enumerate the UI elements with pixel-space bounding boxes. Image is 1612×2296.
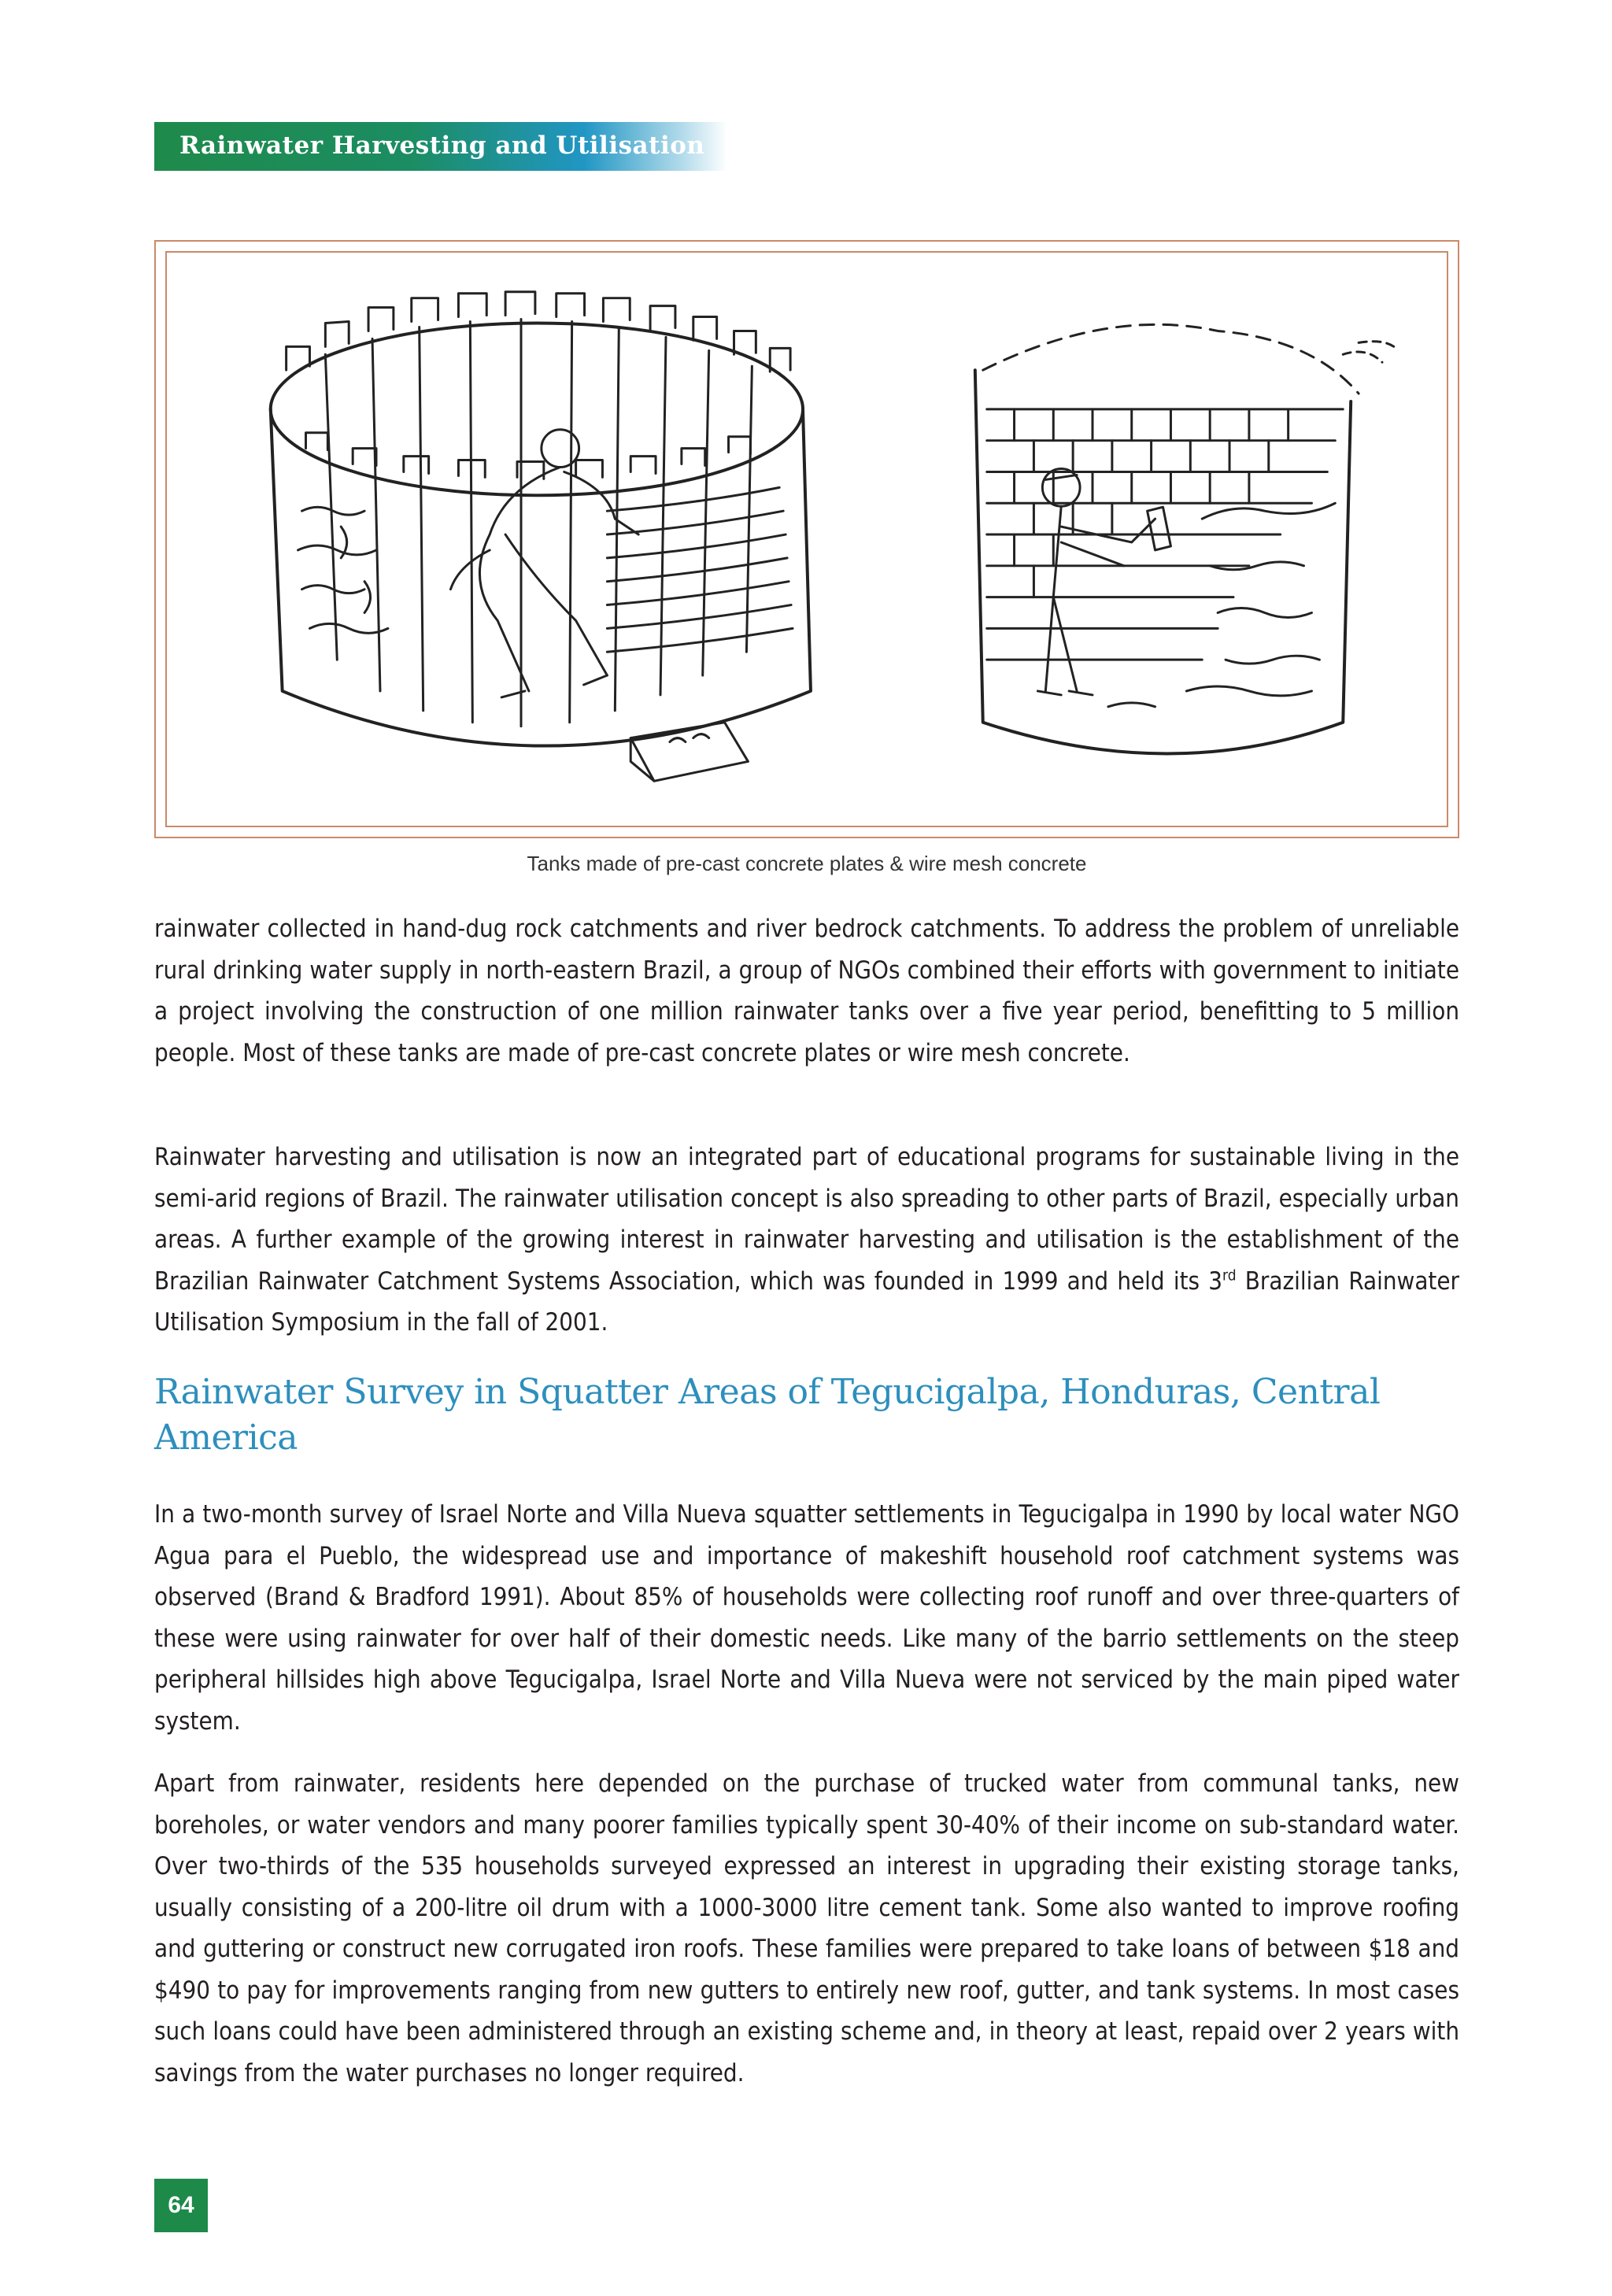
figure-caption: Tanks made of pre-cast concrete plates & wire mesh concrete	[527, 852, 1087, 875]
paragraph-1: rainwater collected in hand-dug rock catchments and river bedrock catchments. To address the problem of unreliable rural drinking water supply in north-eastern Brazil, a group of NGOs combined their efforts with government to initiate a project involving the construction of one million rainwater tanks over a five year period, benefitting to 5 million people. Most of these tanks are made of pre-cast concrete plates or wire mesh concrete.	[154, 915, 1459, 1067]
running-header-title: Rainwater Harvesting and Utilisation	[179, 131, 705, 160]
figure-illustrations	[167, 253, 1447, 826]
ordinal-superscript: rd	[1222, 1266, 1237, 1285]
paragraph-4: Apart from rainwater, residents here depended on the purchase of trucked water from communal tanks, new boreholes, or water vendors and many poorer families typically spent 30-40% of their income on sub-standard water. Over two-thirds of the 535 households surveyed expressed an interest in upgrading their existing storage tanks, usually consisting of a 200-litre oil drum with a 1000-3000 litre cement tank. Some also wanted to improve roofing and guttering or construct new corrugated iron roofs. These families were prepared to take loans of between $18 and $490 to pay for improvements ranging from new gutters to entirely new roof, gutter, and tank systems. In most cases such loans could have been administered through an existing scheme and, in theory at least, repaid over 2 years with savings from the water purchases no longer required.	[154, 1769, 1459, 2087]
figure-inner-border	[165, 251, 1448, 827]
paragraph-3: In a two-month survey of Israel Norte and Villa Nueva squatter settlements in Tegucigalpa in 1990 by local water NGO Agua para el Pueblo, the widespread use and importance of makeshift household roof catchment systems was observed (Brand & Bradford 1991). About 85% of households were collecting roof runoff and over three-quarters of these were using rainwater for over half of their domestic needs. Like many of the barrio settlements on the steep peripheral hillsides high above Tegucigalpa, Israel Norte and Villa Nueva were not serviced by the main piped water system.	[154, 1500, 1459, 1736]
paragraph-2-text-a: Rainwater harvesting and utilisation is now an integrated part of educational programs for sustainable living in the semi-arid regions of Brazil. The rainwater utilisation concept is also spreading to other parts of Brazil, especially urban areas. A further example of the growing interest in rainwater harvesting and utilisation is the establishment of the Brazilian Rainwater Catchment Systems Association, which was founded in 1999 and held its 3	[154, 1143, 1459, 1296]
section-heading: Rainwater Survey in Squatter Areas of Tegucigalpa, Honduras, Central America	[154, 1372, 1381, 1458]
tank-precast-plates-illustration	[271, 292, 811, 782]
tank-wire-mesh-illustration	[975, 324, 1394, 753]
paragraph-2	[154, 1137, 1459, 1344]
figure-frame	[154, 240, 1459, 838]
running-header	[154, 122, 727, 171]
page-number: 64	[154, 2179, 208, 2232]
paragraph-2-text-b: Brazilian Rainwater Utilisation Symposium in the fall of 2001.	[154, 1266, 1459, 1337]
